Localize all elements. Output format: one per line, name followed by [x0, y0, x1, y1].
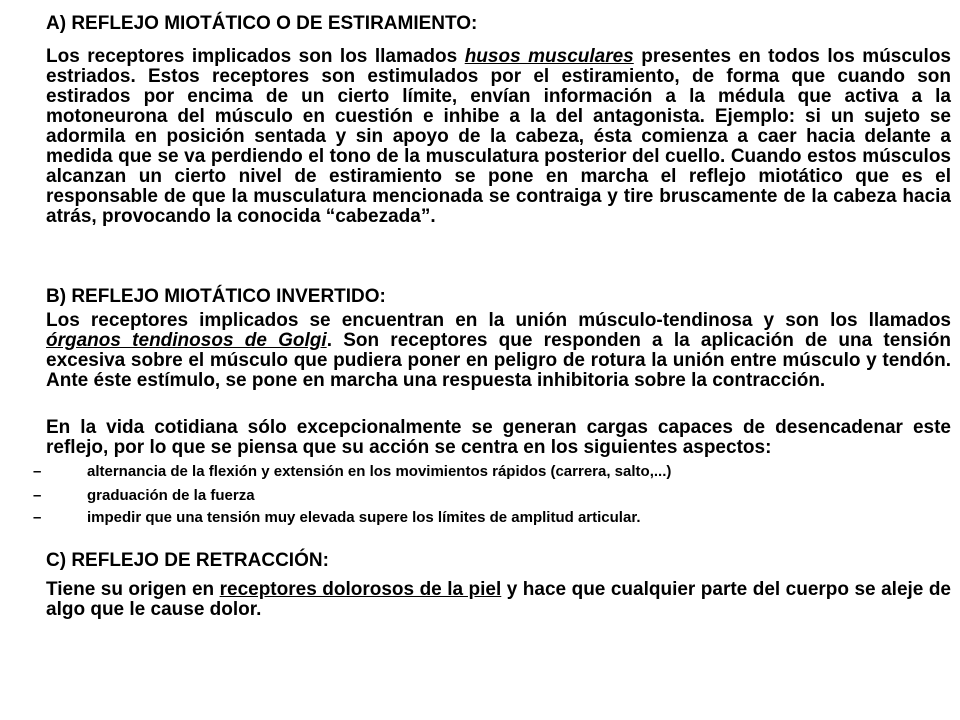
bullet-text-graduacion: graduación de la fuerza [87, 487, 255, 504]
section-c-text-end: y hace que cualquier parte del cuerpo se aleje de algo que le cause dolor. [46, 579, 952, 620]
bullet-item [33, 508, 933, 528]
section-b-text-end: . Son receptores que responden a la aplicación de una tensión excesiva sobre el músculo que pudiera poner en peligro de rotura la unión entre músculo y tendón. Ante éste estímulo, se pone en marcha una respuesta inhibitoria sobre la contracción. [46, 330, 951, 391]
section-a-heading: A) REFLEJO MIOTÁTICO O DE ESTIRAMIENTO: [46, 13, 478, 34]
section-a-text-end: presentes en todos los músculos estriados. Estos receptores son estimulados por el estiramiento, de forma que cuando son estirados por encima de un cierto límite, envían información a la médula que activa a la motoneurona del músculo en cuestión e inhibe a la del antagonista. Ejemplo: si un sujeto se adormila en posición sentada y sin apoyo de la cabeza, ésta comienza a caer hacia delante a medida que se va perdiendo el tono de la musculatura posterior del cuello. Cuando estos músculos alcanzan un cierto nivel de estiramiento se pone en marcha el reflejo miotático que es el responsable de que la musculatura mencionada se contraiga y tire bruscamente de la cabeza hacia atrás, provocando la conocida “cabezada”. [46, 46, 951, 227]
bullet-dash: – [33, 463, 42, 480]
section-a-text-start: Los receptores implicados son los llamados [46, 46, 465, 67]
section-c-term-receptores: receptores dolorosos de la piel [219, 579, 502, 600]
bullet-item [33, 486, 933, 506]
section-b-paragraph-1 [46, 311, 951, 391]
section-c-paragraph [46, 580, 951, 620]
bullet-text-impedir: impedir que una tensión muy elevada supere los límites de amplitud articular. [87, 509, 641, 526]
bullet-text-alternancia: alternancia de la flexión y extensión en los movimientos rápidos (carrera, salto,...) [87, 463, 672, 480]
section-c-text-start: Tiene su origen en [46, 579, 220, 600]
section-c-heading: C) REFLEJO DE RETRACCIÓN: [46, 550, 329, 571]
section-b-heading: B) REFLEJO MIOTÁTICO INVERTIDO: [46, 286, 386, 307]
section-b-text-start: Los receptores implicados se encuentran en la unión músculo-tendinosa y son los llamados [46, 310, 951, 331]
section-b-paragraph-2: En la vida cotidiana sólo excepcionalmente se generan cargas capaces de desencadenar este reflejo, por lo que se piensa que su acción se centra en los siguientes aspectos: [46, 417, 951, 458]
bullet-dash: – [33, 487, 42, 504]
section-a-paragraph [46, 47, 951, 227]
section-a-term-husos: husos musculares [464, 46, 634, 67]
section-b-term-golgi: órganos tendinosos de Golgi [46, 330, 327, 351]
bullet-item [33, 462, 933, 482]
bullet-dash: – [33, 509, 42, 526]
